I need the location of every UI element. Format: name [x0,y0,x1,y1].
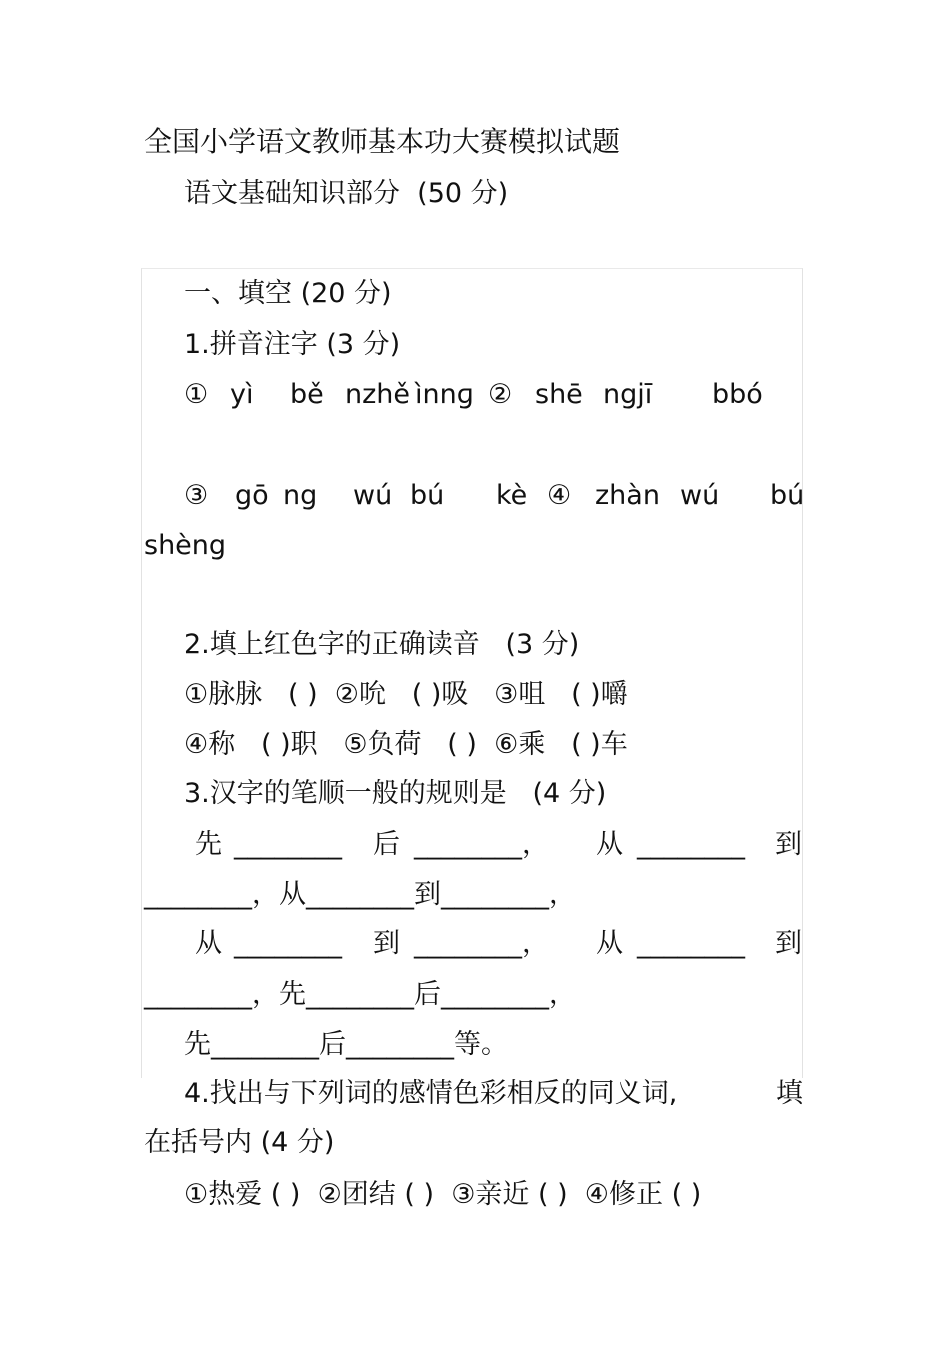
pinyin-seg: wú [353,480,393,511]
blank-segment: ________ [234,928,342,959]
pinyin-seg: ìnnɡ [415,379,474,410]
blank-segment: ________ [637,829,745,860]
blank-segment: 到 [373,928,400,959]
pinyin-seg: ngjī [603,379,653,410]
q4-title: 4.找出与下列词的感情色彩相反的同义词, [184,1078,678,1109]
blank-segment: 后 [373,829,400,860]
blank-segment: 从 [596,928,623,959]
pinyin-seg: bú [770,480,805,511]
q3-line5: 先________后________等。 [184,1029,508,1060]
doc-title: 全国小学语文教师基本功大赛模拟试题 [144,125,621,158]
section-heading: 一、填空 (20 分) [184,278,392,309]
q1-pinyin-row3: shèng [144,530,227,561]
pinyin-seg: zhàn [595,480,660,511]
pinyin-seg: wú [680,480,720,511]
doc-subtitle: 语文基础知识部分 (50 分) [184,178,509,209]
blank-segment: 从 [195,928,222,959]
blank-segment: ________ [637,928,745,959]
pinyin-seg: bě [290,379,324,410]
q2-title: 2.填上红色字的正确读音 (3 分) [184,629,580,660]
blank-segment: ________ [234,829,342,860]
blank-segment: 到 [775,829,802,860]
pinyin-seg: ng [283,480,318,511]
q2-row1: ①脉脉 ( ) ②吮 ( )吸 ③咀 ( )嚼 [184,679,628,710]
pinyin-seg: shē [535,379,583,410]
q3-title: 3.汉字的笔顺一般的规则是 (4 分) [184,778,607,809]
blank-segment: ________， [414,829,549,860]
blank-segment: 到 [775,928,802,959]
pinyin-seg: bú [410,480,445,511]
q4-title-continued: 在括号内 (4 分) [144,1127,335,1158]
pinyin-seg: gō [235,480,269,511]
pinyin-seg: nzhě [345,379,411,410]
pinyin-seg: ④ [547,480,572,511]
blank-segment: ________， [414,928,549,959]
pinyin-seg: bbó [712,379,763,410]
q1-title: 1.拼音注字 (3 分) [184,329,401,360]
q3-line2: ________，从________到________， [144,879,576,910]
q4-title-end: 填 [776,1078,803,1109]
blank-segment: 从 [596,829,623,860]
pinyin-seg: yì [230,379,254,410]
blank-segment: 先 [195,829,222,860]
pinyin-seg: ③ [184,480,209,511]
pinyin-seg: kè [496,480,528,511]
q2-row2: ④称 ( )职 ⑤负荷 ( ) ⑥乘 ( )车 [184,729,628,760]
q3-line4: ________，先________后________， [144,979,576,1010]
pinyin-seg: ② [488,379,513,410]
pinyin-seg: ① [184,379,209,410]
q4-items: ①热爱 ( ) ②团结 ( ) ③亲近 ( ) ④修正 ( ) [184,1179,702,1210]
